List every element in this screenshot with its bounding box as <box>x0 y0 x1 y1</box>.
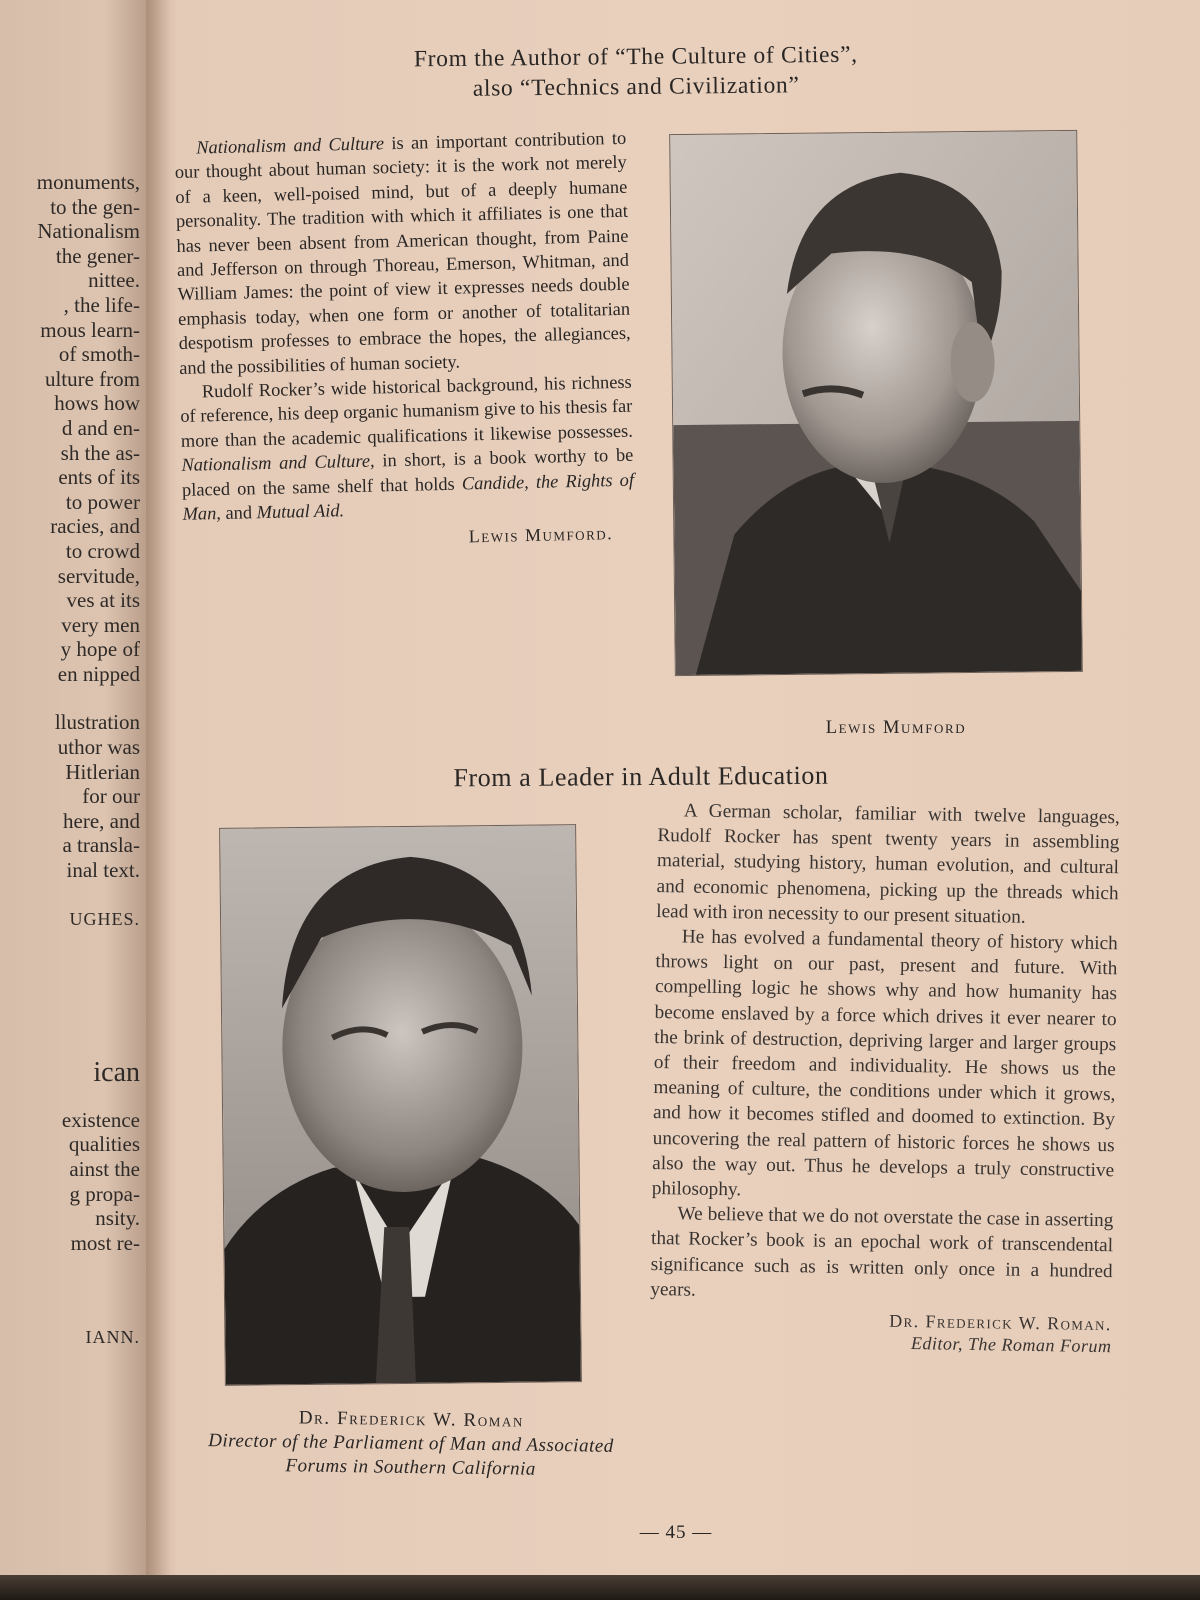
left-page-line: y hope of <box>60 637 140 662</box>
roman-signature-role: Editor, The Roman Forum <box>910 1333 1112 1357</box>
portrait-photo-roman <box>219 824 582 1386</box>
mumford-p2-text: in short, is a book worthy to be placed on the same shelf that holds <box>181 444 634 500</box>
mumford-p2-text: Rudolf Rocker’s wide historical background, his richness of reference, his deep organic humanism give to his thesis far more than the academic qualifications it likewise possesses. <box>180 371 634 451</box>
left-page-line: ulture from <box>44 366 140 391</box>
left-page-line: a transla- <box>62 833 140 858</box>
left-page-line: , the life- <box>63 292 140 317</box>
left-page-edge <box>0 0 150 1575</box>
left-page-line: ents of its <box>58 465 140 490</box>
roman-paragraph-2: He has evolved a fundamental theory of history which throws light on our past, present and future. With compelling logic he shows why and how humanity has become enslaved by a force which drives it ever nearer to the brink of destruction, depriving larger and larger groups of their freedom and individuality. He shows us the meaning of culture, the conditions under which it grows, and how it becomes stifled and doomed to extinction. By uncovering the real pattern of historic forces he shows us also the way out. Thus he develops a truly constructive philosophy. <box>651 926 1118 1201</box>
left-page-line: sh the as- <box>60 440 140 465</box>
book-title: Nationalism and Culture, <box>181 450 375 476</box>
left-text-block-1 <box>0 170 140 686</box>
book-title: Nationalism and Culture <box>196 133 385 158</box>
left-page-line: existence <box>61 1107 140 1132</box>
roman-paragraph-3: We believe that we do not overstate the case in asserting that Rocker’s book is an epochal work of transcendental significance such as is written only once in a hundred years. <box>650 1203 1114 1301</box>
left-page-line: racies, and <box>50 514 140 539</box>
mumford-quote <box>174 126 635 555</box>
left-page-line: llustration <box>54 710 140 735</box>
top-heading-line-2: also “Technics and Civilization” <box>472 72 800 102</box>
left-page-line: servitude, <box>57 563 140 588</box>
left-page-text <box>0 170 140 1350</box>
left-page-line: qualities <box>68 1132 140 1157</box>
left-page-line: monuments, <box>36 170 140 194</box>
left-page-line: most re- <box>70 1230 140 1255</box>
roman-caption <box>176 1405 647 1484</box>
gutter-shadow <box>146 0 170 1575</box>
left-heading: ican <box>93 1057 140 1089</box>
left-page-line: uthor was <box>57 735 140 760</box>
mumford-signature: Lewis Mumford. <box>468 522 614 546</box>
left-page-line: to crowd <box>65 538 140 563</box>
left-page-line: to power <box>65 489 140 514</box>
top-heading <box>326 39 947 105</box>
roman-signature-name: Dr. Frederick W. Roman. <box>889 1310 1112 1335</box>
table-surface <box>0 1575 1200 1600</box>
left-page-line: mous learn- <box>40 317 140 342</box>
left-signature-1: UGHES. <box>69 908 140 929</box>
mumford-p1-text: is an important contribution to our thought about human society: it is the work not merely of a keen, well-poised mind, but of a deeply humane personality. The tradition with which it affiliates is one that has never been absent from American thought, from Paine and Jefferson on through Thoreau, Emerson, Whitman, and William James: the point of view it expresses needs double emphasis today, when one form or another of totalitarian despotism professes to embrace the hopes, the allegiances, and the possibilities of human society. <box>174 127 631 378</box>
left-text-block-3 <box>0 1108 140 1256</box>
left-page-line: very men <box>61 612 140 637</box>
page-number: — 45 — <box>639 1522 713 1543</box>
top-heading-line-1: From the Author of “The Culture of Cities”, <box>413 41 858 73</box>
left-page-line: inal text. <box>66 858 140 883</box>
left-page-line: en nipped <box>57 661 140 686</box>
left-text-block-2 <box>0 710 140 882</box>
portrait-photo-mumford <box>669 130 1083 676</box>
left-page-line: d and en- <box>61 415 140 440</box>
left-page-line: to the gen- <box>50 194 140 219</box>
book-titles: Candide, the Rights of Man, <box>182 469 635 524</box>
left-page-line: ainst the <box>69 1157 140 1181</box>
left-page-line: here, and <box>63 808 140 833</box>
left-page-line: nsity. <box>95 1206 140 1231</box>
left-page-line: nittee. <box>88 268 140 293</box>
book-title: Mutual Aid. <box>256 500 345 523</box>
left-signature-2: IANN. <box>85 1327 140 1348</box>
left-page-line: Hitlerian <box>65 759 140 784</box>
middle-heading: From a Leader in Adult Education <box>453 760 829 793</box>
roman-signature <box>649 1306 1112 1357</box>
left-page-line: ves at its <box>66 588 140 613</box>
left-page-line: Nationalism <box>37 219 140 244</box>
left-page-line: the gener- <box>55 243 140 268</box>
left-page-line: for our <box>82 784 140 809</box>
roman-article <box>649 798 1120 1357</box>
left-page-line: g propa- <box>69 1181 140 1206</box>
mumford-paragraph-1 <box>174 126 631 380</box>
left-page-line: of smoth- <box>58 342 140 367</box>
right-page <box>146 0 1200 1575</box>
mumford-caption: Lewis Mumford <box>825 718 967 738</box>
mumford-paragraph-2 <box>180 370 635 527</box>
mumford-p2-text: and <box>220 502 257 524</box>
roman-caption-role: Director of the Parliament of Man and Associated Forums in Southern California <box>208 1430 614 1480</box>
roman-caption-name: Dr. Frederick W. Roman <box>298 1407 525 1432</box>
left-page-line: hows how <box>54 391 140 416</box>
roman-paragraph-1: A German scholar, familiar with twelve languages, Rudolf Rocker has spent twenty years in assembling material, studying history, human evolution, and cultural and economic phenomena, picking up the threads which lead with iron necessity to our present situation. <box>656 800 1120 928</box>
